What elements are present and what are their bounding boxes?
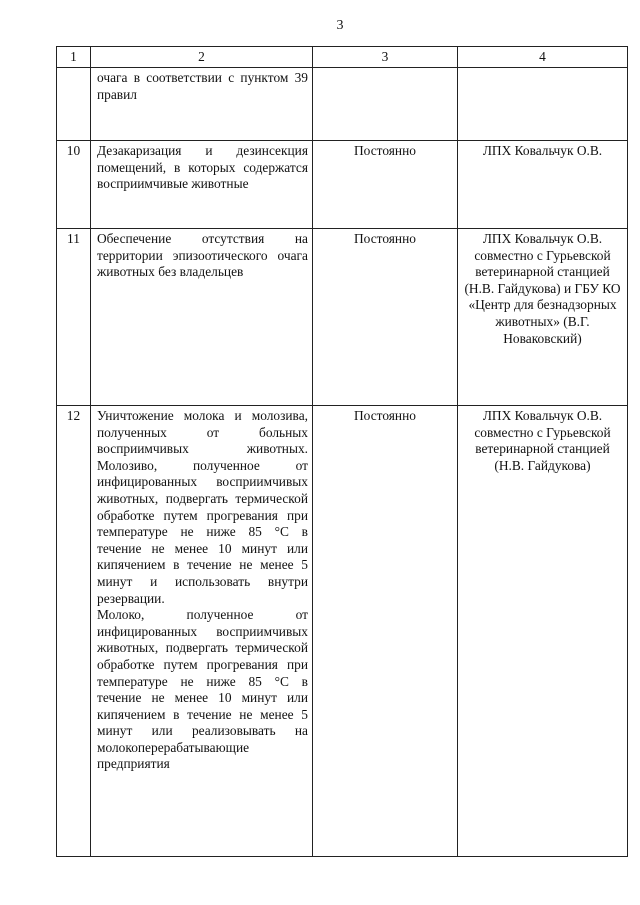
measure-paragraph: Молоко, полученное от инфицированных восприимчивых животных, подвергать термической обработке путем прогревания при температуре не ниже 85 °С в течение не менее 10 минут или кипячением в течение не менее 5 минут или реализовывать на молокоперерабатывающие предприятия	[97, 607, 308, 772]
table-row	[57, 141, 628, 229]
measure-paragraph: Уничтожение молока и молозива, полученных от больных восприимчивых животных. Молозиво, полученное от инфицированных восприимчивых животных, подвергать термической обработке путем прогревания при температуре не ниже 85 °С в течение не менее 10 минут или кипячением в течение не менее 5 минут и использовать внутри резервации.	[97, 408, 308, 606]
table-row	[57, 406, 628, 857]
column-header-responsible: 4	[458, 47, 628, 68]
measure-description	[91, 229, 313, 406]
row-number: 11	[57, 229, 91, 406]
measure-responsible	[458, 68, 628, 141]
measure-description	[91, 141, 313, 229]
row-number: 12	[57, 406, 91, 857]
measure-paragraph: Обеспечение отсутствия на территории эпизоотического очага животных без владельцев	[97, 231, 308, 280]
measure-description	[91, 406, 313, 857]
measure-paragraph: очага в соответствии с пунктом 39 правил	[97, 70, 308, 102]
page-number: 3	[336, 18, 344, 33]
table-row	[57, 68, 628, 141]
measure-period: Постоянно	[313, 229, 458, 406]
measure-responsible: ЛПХ Ковальчук О.В. совместно с Гурьевской ветеринарной станцией (Н.В. Гайдукова) и ГБУ КО «Центр для безнадзорных животных» (В.Г. Новаковский)	[458, 229, 628, 406]
measure-paragraph: Дезакаризация и дезинсекция помещений, в которых содержатся восприимчивые животные	[97, 143, 308, 192]
row-number: 10	[57, 141, 91, 229]
measure-period	[313, 68, 458, 141]
measure-responsible: ЛПХ Ковальчук О.В.	[458, 141, 628, 229]
row-number	[57, 68, 91, 141]
measure-description	[91, 68, 313, 141]
column-header-period: 3	[313, 47, 458, 68]
column-header-number: 1	[57, 47, 91, 68]
measure-responsible: ЛПХ Ковальчук О.В. совместно с Гурьевской ветеринарной станцией (Н.В. Гайдукова)	[458, 406, 628, 857]
measure-period: Постоянно	[313, 406, 458, 857]
table-header-row	[57, 47, 628, 68]
measures-table	[56, 46, 628, 857]
measure-period: Постоянно	[313, 141, 458, 229]
table-row	[57, 229, 628, 406]
column-header-measure: 2	[91, 47, 313, 68]
